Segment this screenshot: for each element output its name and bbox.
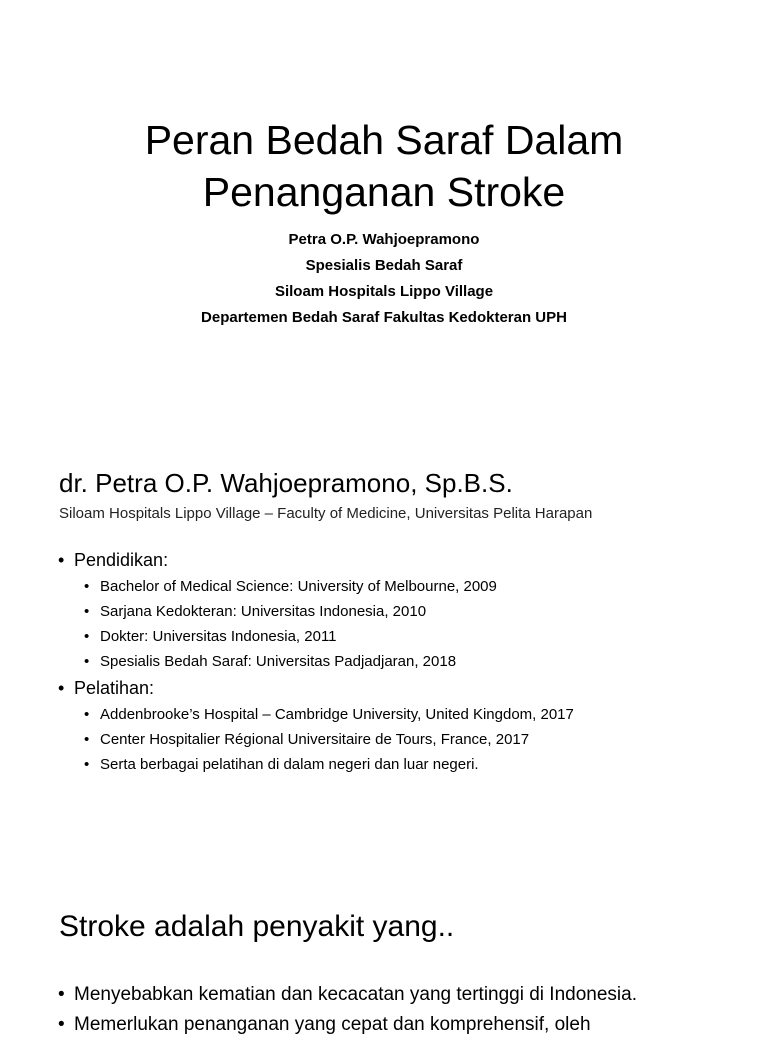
title-slide [0,0,768,432]
profile-slide [0,448,768,880]
list-item: • Spesialis Bedah Saraf: Universitas Padjadjaran, 2018 [84,649,748,674]
presenter-name: Petra O.P. Wahjoepramono [288,231,480,248]
stroke-slide-title: Stroke adalah penyakit yang.. [59,910,455,943]
training-list [84,702,748,777]
list-item: • Dokter: Universitas Indonesia, 2011 [84,624,748,649]
list-item: • Sarjana Kedokteran: Universitas Indonesia, 2010 [84,599,748,624]
section-heading-training: • Pelatihan: [58,674,748,702]
presenter-department: Departemen Bedah Saraf Fakultas Kedokteran UPH [201,309,567,326]
list-item: • Center Hospitalier Régional Universitaire de Tours, France, 2017 [84,727,748,752]
list-item: • Bachelor of Medical Science: University of Melbourne, 2009 [84,574,748,599]
list-item: • Memerlukan penanganan yang cepat dan komprehensif, oleh [58,1010,758,1040]
list-item: • Serta berbagai pelatihan di dalam negeri dan luar negeri. [84,752,748,777]
presentation-title [0,114,768,218]
presenter-specialty: Spesialis Bedah Saraf [305,257,463,274]
profile-affiliation: Siloam Hospitals Lippo Village – Faculty of Medicine, Universitas Pelita Harapan [59,505,593,522]
presenter-hospital: Siloam Hospitals Lippo Village [274,283,494,300]
title-line-2: Penanganan Stroke [202,169,566,215]
presenter-info [0,227,768,331]
stroke-bullets [58,980,758,1040]
list-item: • Menyebabkan kematian dan kecacatan yang tertinggi di Indonesia. [58,980,758,1010]
profile-name: dr. Petra O.P. Wahjoepramono, Sp.B.S. [59,468,513,498]
profile-bullets [58,546,748,777]
education-list [84,574,748,674]
list-item: • Addenbrooke’s Hospital – Cambridge University, United Kingdom, 2017 [84,702,748,727]
stroke-slide [0,896,768,1035]
section-heading-education: • Pendidikan: [58,546,748,574]
title-line-1: Peran Bedah Saraf Dalam [144,117,624,163]
